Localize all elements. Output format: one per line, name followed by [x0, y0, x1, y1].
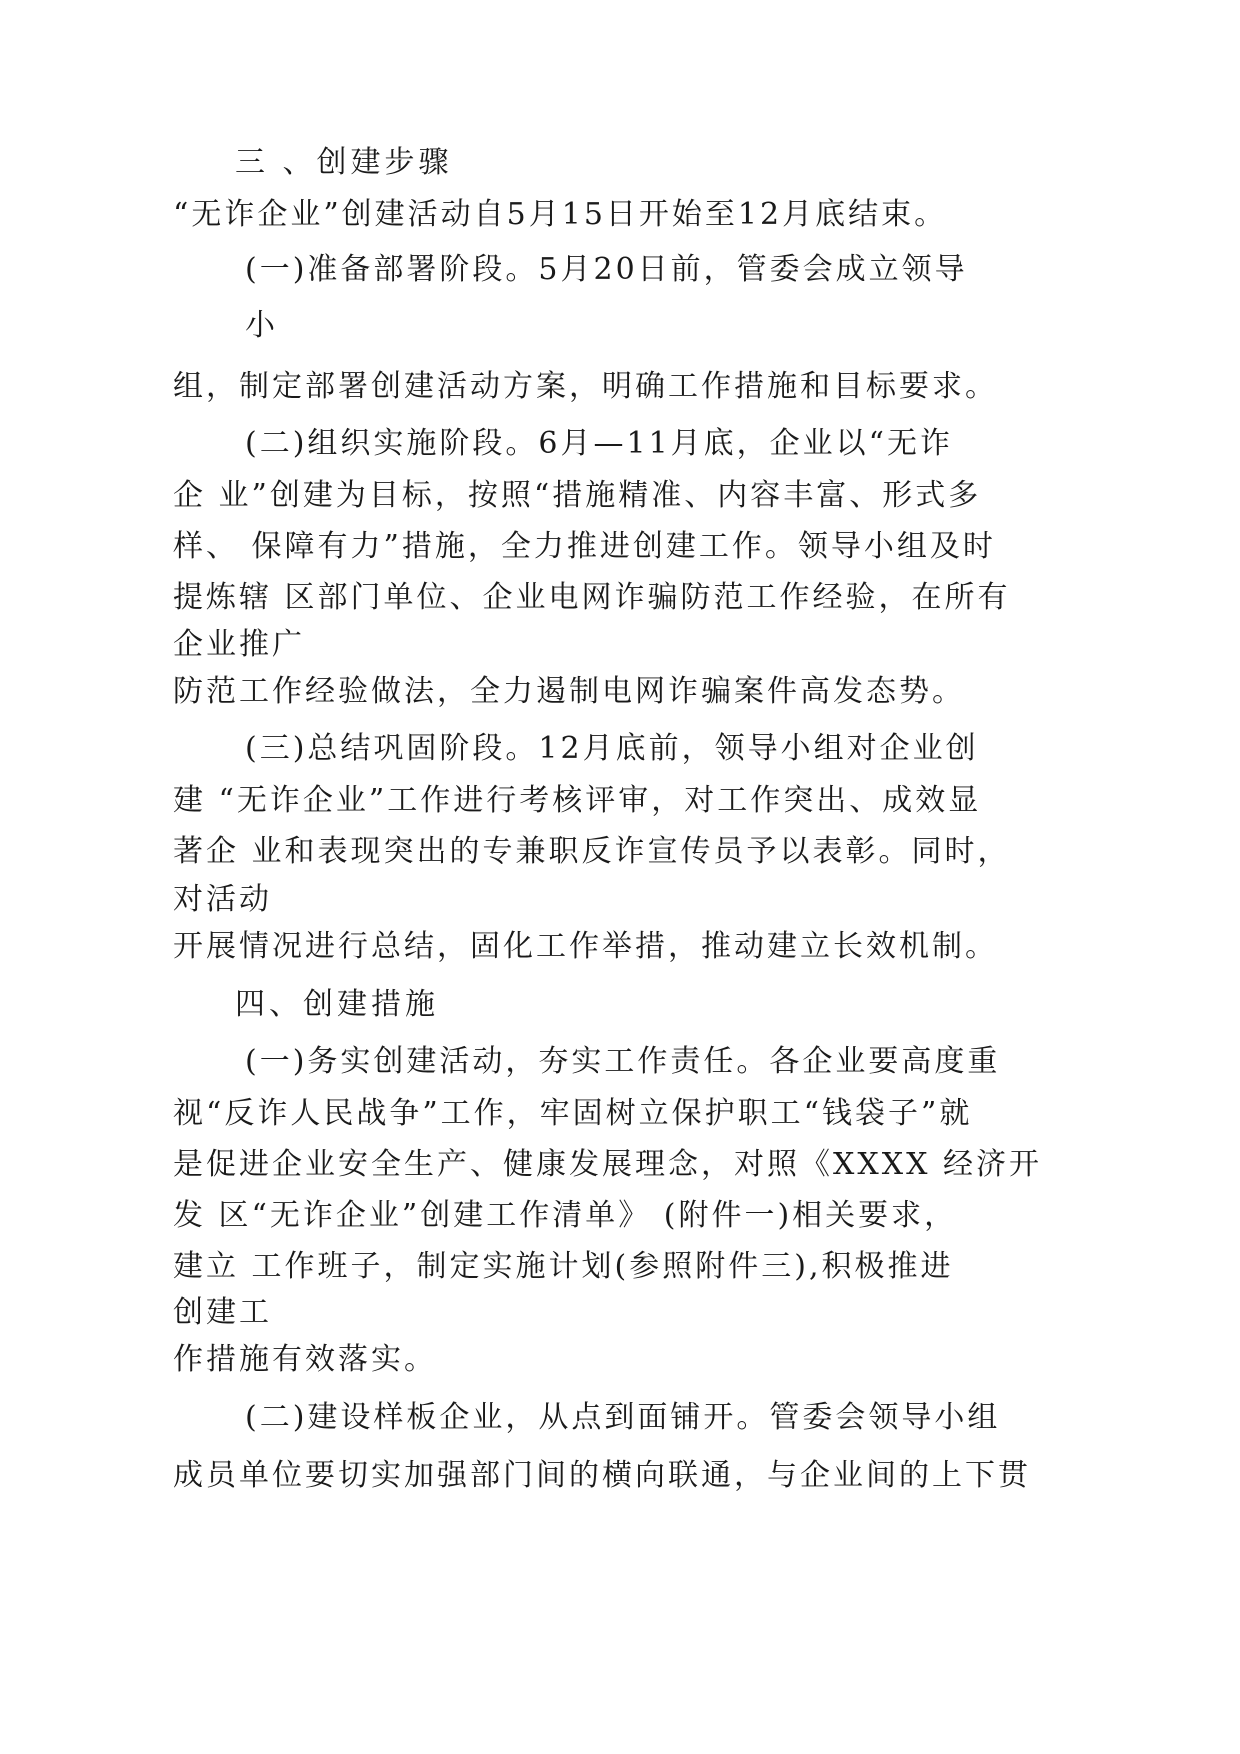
- paragraph-line: (一)准备部署阶段。5月20日前，管委会成立领导: [245, 252, 968, 287]
- paragraph-line: 发 区“无诈企业”创建工作清单》 (附件一)相关要求，: [173, 1198, 958, 1233]
- paragraph-line: 著企 业和表现突出的专兼职反诈宣传员予以表彰。同时，: [173, 834, 1011, 869]
- paragraph-line: 是促进企业安全生产、健康发展理念，对照《XXXX 经济开: [173, 1147, 1042, 1182]
- paragraph-line: 企业推广: [173, 627, 305, 662]
- paragraph-line: 防范工作经验做法，全力遏制电网诈骗案件高发态势。: [173, 674, 965, 709]
- paragraph-line: (一)务实创建活动，夯实工作责任。各企业要高度重: [245, 1044, 1001, 1079]
- paragraph-line: (二)建设样板企业，从点到面铺开。管委会领导小组: [245, 1400, 1001, 1435]
- paragraph-line: (二)组织实施阶段。6月—11月底，企业以“无诈: [245, 426, 954, 461]
- paragraph-line: 小: [245, 308, 278, 343]
- paragraph-line: “无诈企业”创建活动自5月15日开始至12月底结束。: [173, 197, 948, 232]
- section-heading-measures: 四、创建措施: [235, 987, 439, 1022]
- paragraph-line: 成员单位要切实加强部门间的横向联通，与企业间的上下贯: [173, 1458, 1031, 1493]
- paragraph-line: 创建工: [173, 1295, 272, 1330]
- paragraph-line: 建 “无诈企业”工作进行考核评审，对工作突出、成效显: [173, 783, 982, 818]
- section-heading-steps: 三 、创建步骤: [235, 145, 453, 180]
- paragraph-line: 提炼辖 区部门单位、企业电网诈骗防范工作经验，在所有: [173, 580, 1011, 615]
- paragraph-line: 组，制定部署创建活动方案，明确工作措施和目标要求。: [173, 369, 998, 404]
- paragraph-line: 视“反诈人民战争”工作，牢固树立保护职工“钱袋子”就: [173, 1096, 973, 1131]
- paragraph-line: 开展情况进行总结，固化工作举措，推动建立长效机制。: [173, 929, 998, 964]
- paragraph-line: (三)总结巩固阶段。12月底前，领导小组对企业创: [245, 731, 979, 766]
- paragraph-line: 样、 保障有力”措施，全力推进创建工作。领导小组及时: [173, 529, 996, 564]
- paragraph-line: 对活动: [173, 882, 272, 917]
- paragraph-line: 作措施有效落实。: [173, 1342, 437, 1377]
- paragraph-line: 建立 工作班子，制定实施计划(参照附件三),积极推进: [173, 1249, 954, 1284]
- paragraph-line: 企 业”创建为目标，按照“措施精准、内容丰富、形式多: [173, 478, 982, 513]
